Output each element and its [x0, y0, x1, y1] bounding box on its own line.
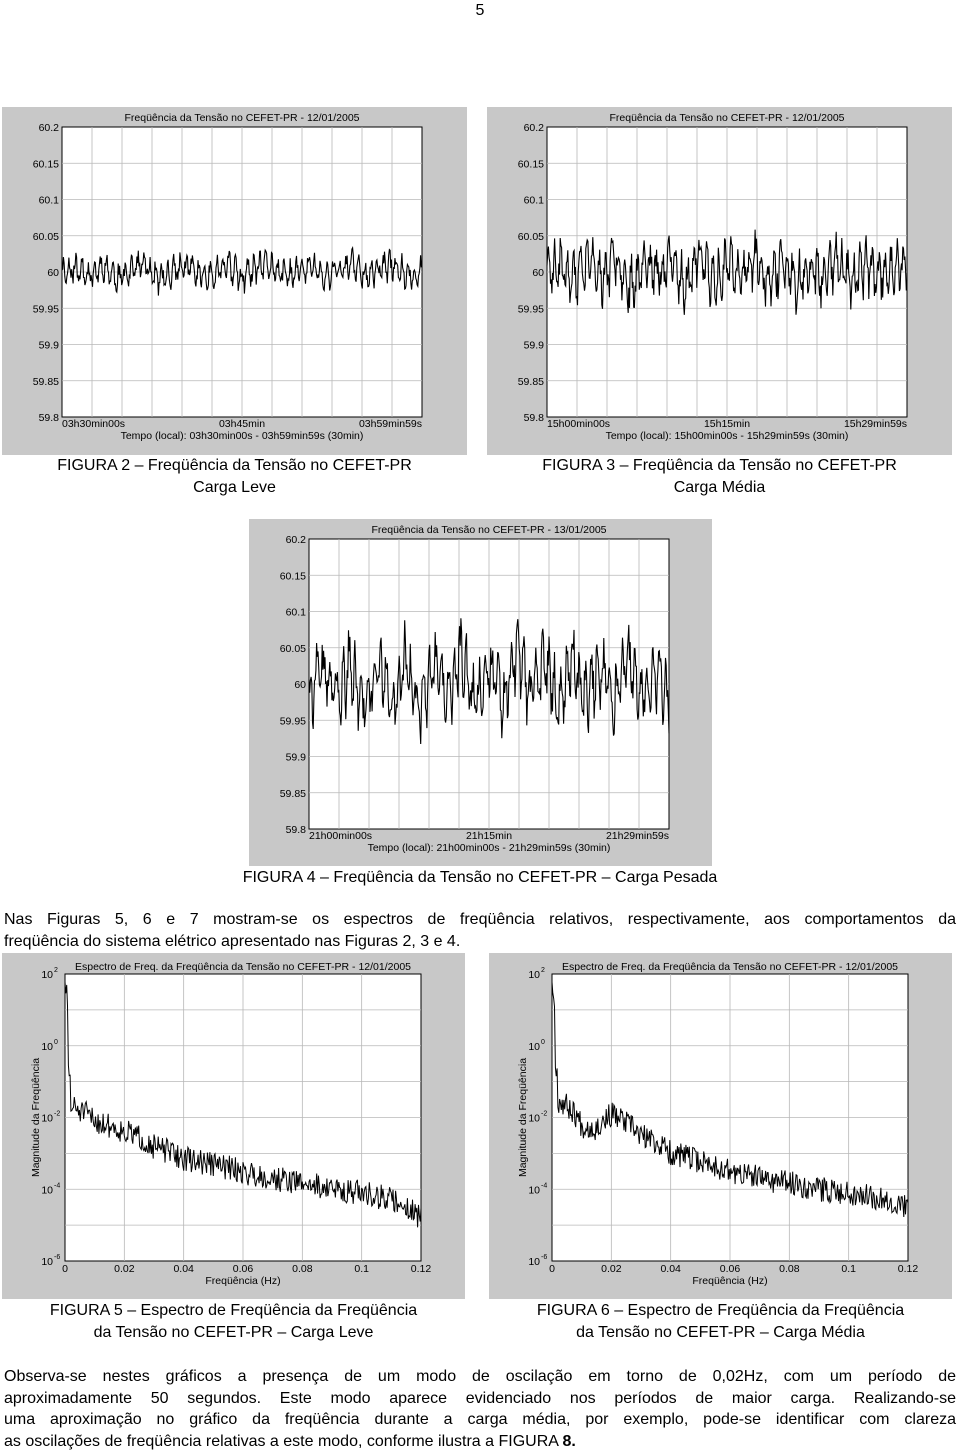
- y-tick-exponent: -6: [541, 1254, 548, 1261]
- y-tick-label: 10: [41, 1184, 53, 1197]
- paragraph-line-last: [4, 1431, 956, 1452]
- y-tick-exponent: -2: [54, 1110, 61, 1118]
- y-tick-label: 59.8: [523, 412, 544, 424]
- y-tick-label: 59.9: [38, 339, 59, 352]
- y-tick-exponent: 2: [541, 967, 545, 974]
- figure-6-caption: [489, 1300, 952, 1344]
- figure-3-caption: [487, 455, 952, 499]
- x-tick-label: 0.08: [292, 1263, 313, 1275]
- y-tick-exponent: -6: [54, 1254, 61, 1261]
- y-tick-label: 10: [41, 969, 53, 981]
- x-tick-label: 0: [549, 1263, 555, 1275]
- spectrum-chart-light-load: [2, 953, 465, 1299]
- chart-title: Freqüência da Tensão no CEFET-PR - 12/01/2005: [609, 112, 845, 124]
- figure-3-chart: [487, 107, 952, 455]
- y-tick-label: 60.1: [38, 194, 59, 207]
- caption-line: Carga Média: [673, 479, 766, 496]
- x-axis-label: Freqüência (Hz): [692, 1275, 768, 1287]
- page-number: 5: [475, 2, 485, 19]
- x-axis-label: Tempo (local): 21h00min00s - 21h29min59s (30min): [367, 842, 611, 854]
- x-tick-label: 15h15min: [703, 418, 751, 430]
- y-tick-label: 59.9: [523, 339, 544, 352]
- y-tick-label: 60.1: [523, 194, 544, 207]
- y-tick-label: 60.05: [32, 230, 59, 243]
- caption-line: FIGURA 4 – Freqüência da Tensão no CEFET-PR – Carga Pesada: [242, 869, 718, 886]
- x-tick-label: 0.08: [779, 1263, 800, 1275]
- chart-title: Espectro de Freq. da Freqüência da Tensão no CEFET-PR - 12/01/2005: [562, 961, 898, 973]
- x-tick-label: 0.04: [173, 1263, 194, 1275]
- y-tick-label: 10: [528, 1040, 540, 1053]
- caption-line: da Tensão no CEFET-PR – Carga Média: [576, 1324, 865, 1341]
- paragraph-line: uma aproximação no gráfico da freqüência durante a carga média, por exemplo, pode-se identificar com clareza: [4, 1411, 956, 1428]
- y-tick-label: 60.1: [285, 606, 306, 619]
- y-tick-exponent: -2: [541, 1110, 548, 1118]
- chart-title: Espectro de Freq. da Freqüência da Tensão no CEFET-PR - 12/01/2005: [75, 961, 411, 973]
- paragraph-spectra-intro: [4, 909, 956, 952]
- y-tick-label: 60.2: [38, 122, 59, 134]
- figure-4-chart: [249, 519, 712, 866]
- x-tick-label: 21h00min00s: [309, 830, 373, 842]
- caption-line: FIGURA 6 – Espectro de Freqüência da Freqüência: [536, 1302, 905, 1319]
- figure-4-caption: [0, 867, 960, 889]
- paragraph-line: freqüência do sistema elétrico apresentado nas Figuras 2, 3 e 4.: [4, 932, 461, 950]
- y-tick-label: 59.95: [279, 715, 306, 728]
- paragraph-line: Observa-se nestes gráficos a presença de um modo de oscilação em torno de 0,02Hz, com um período de: [4, 1368, 956, 1385]
- y-tick-label: 60.05: [517, 230, 544, 243]
- x-tick-label: 15h00min00s: [547, 418, 611, 430]
- caption-line: Carga Leve: [193, 479, 276, 496]
- x-tick-label: 0.02: [114, 1263, 135, 1275]
- y-tick-label: 59.8: [38, 412, 59, 424]
- x-tick-label: 0.04: [660, 1263, 681, 1275]
- y-tick-label: 59.95: [517, 303, 544, 316]
- paragraph-text: as oscilações de freqüência relativas a este modo, conforme ilustra a FIGURA: [4, 1432, 563, 1450]
- frequency-line-chart-light-load: [2, 107, 467, 455]
- y-tick-exponent: 0: [54, 1038, 58, 1046]
- y-tick-label: 10: [528, 969, 540, 981]
- y-tick-label: 10: [528, 1184, 540, 1197]
- y-tick-label: 60: [47, 267, 59, 279]
- x-axis-label: Tempo (local): 15h00min00s - 15h29min59s (30min): [605, 430, 849, 442]
- y-tick-label: 59.95: [32, 303, 59, 316]
- y-tick-label: 60.2: [285, 534, 306, 546]
- y-tick-label: 60.15: [32, 158, 59, 171]
- x-tick-label: 03h30min00s: [62, 418, 126, 430]
- figure-6-chart: [489, 953, 952, 1299]
- caption-line: FIGURA 3 – Freqüência da Tensão no CEFET-PR: [542, 457, 897, 474]
- caption-line: FIGURA 2 – Freqüência da Tensão no CEFET-PR: [57, 457, 412, 474]
- frequency-line-chart-heavy-load: [249, 519, 712, 866]
- chart-title: Freqüência da Tensão no CEFET-PR - 12/01/2005: [124, 112, 360, 124]
- y-axis-label: Magnitude da Freqüência: [517, 1057, 529, 1178]
- y-tick-exponent: 2: [54, 967, 58, 974]
- x-tick-label: 21h15min: [465, 830, 513, 842]
- figure-5-caption: [2, 1300, 465, 1344]
- chart-title: Freqüência da Tensão no CEFET-PR - 13/01/2005: [371, 524, 607, 536]
- y-tick-label: 59.8: [285, 824, 306, 836]
- y-tick-label: 59.85: [32, 375, 59, 388]
- x-tick-label: 21h29min59s: [605, 830, 669, 842]
- x-tick-label: 0.12: [897, 1263, 919, 1275]
- figure-2-chart: [2, 107, 467, 455]
- y-tick-label: 10: [528, 1112, 540, 1125]
- figure-2-caption: [2, 455, 467, 499]
- x-axis-label: Freqüência (Hz): [205, 1275, 281, 1287]
- x-tick-label: 15h29min59s: [843, 418, 907, 430]
- figure-reference-number: 8.: [562, 1432, 576, 1450]
- figure-5-chart: [2, 953, 465, 1299]
- y-tick-label: 10: [41, 1040, 53, 1053]
- y-tick-label: 59.85: [279, 787, 306, 800]
- y-tick-label: 60.15: [279, 570, 306, 583]
- x-tick-label: 0: [62, 1263, 68, 1275]
- y-tick-label: 60.05: [279, 642, 306, 655]
- y-tick-label: 10: [528, 1256, 540, 1268]
- paragraph-line: Nas Figuras 5, 6 e 7 mostram-se os espectros de freqüência relativos, respectivamente, aos comportamentos da: [4, 911, 956, 928]
- x-tick-label: 0.06: [719, 1263, 741, 1275]
- y-tick-label: 10: [41, 1256, 53, 1268]
- y-tick-label: 60: [294, 679, 306, 691]
- x-tick-label: 0.1: [354, 1263, 369, 1275]
- y-axis-label: Magnitude da Freqüência: [30, 1057, 42, 1178]
- x-tick-label: 0.02: [601, 1263, 622, 1275]
- y-tick-exponent: -4: [541, 1182, 548, 1190]
- y-tick-label: 59.85: [517, 375, 544, 388]
- frequency-line-chart-medium-load: [487, 107, 952, 455]
- caption-line: da Tensão no CEFET-PR – Carga Leve: [93, 1324, 374, 1341]
- y-tick-label: 10: [41, 1112, 53, 1125]
- x-tick-label: 03h45min: [218, 418, 266, 430]
- x-axis-label: Tempo (local): 03h30min00s - 03h59min59s (30min): [120, 430, 364, 442]
- x-tick-label: 0.06: [232, 1263, 254, 1275]
- paragraph-oscillation-mode: [4, 1366, 956, 1452]
- x-tick-label: 03h59min59s: [358, 418, 422, 430]
- y-tick-label: 60: [532, 267, 544, 279]
- x-tick-label: 0.1: [841, 1263, 856, 1275]
- caption-line: FIGURA 5 – Espectro de Freqüência da Freqüência: [49, 1302, 418, 1319]
- paragraph-line: aproximadamente 50 segundos. Este modo aparece evidenciado nos períodos de maior carga. Realizando-se: [4, 1389, 956, 1407]
- spectrum-chart-medium-load: [489, 953, 952, 1299]
- y-tick-label: 60.15: [517, 158, 544, 171]
- x-tick-label: 0.12: [410, 1263, 432, 1275]
- y-tick-label: 59.9: [285, 751, 306, 764]
- y-tick-exponent: -4: [54, 1182, 61, 1190]
- y-tick-exponent: 0: [541, 1038, 545, 1046]
- y-tick-label: 60.2: [523, 122, 544, 134]
